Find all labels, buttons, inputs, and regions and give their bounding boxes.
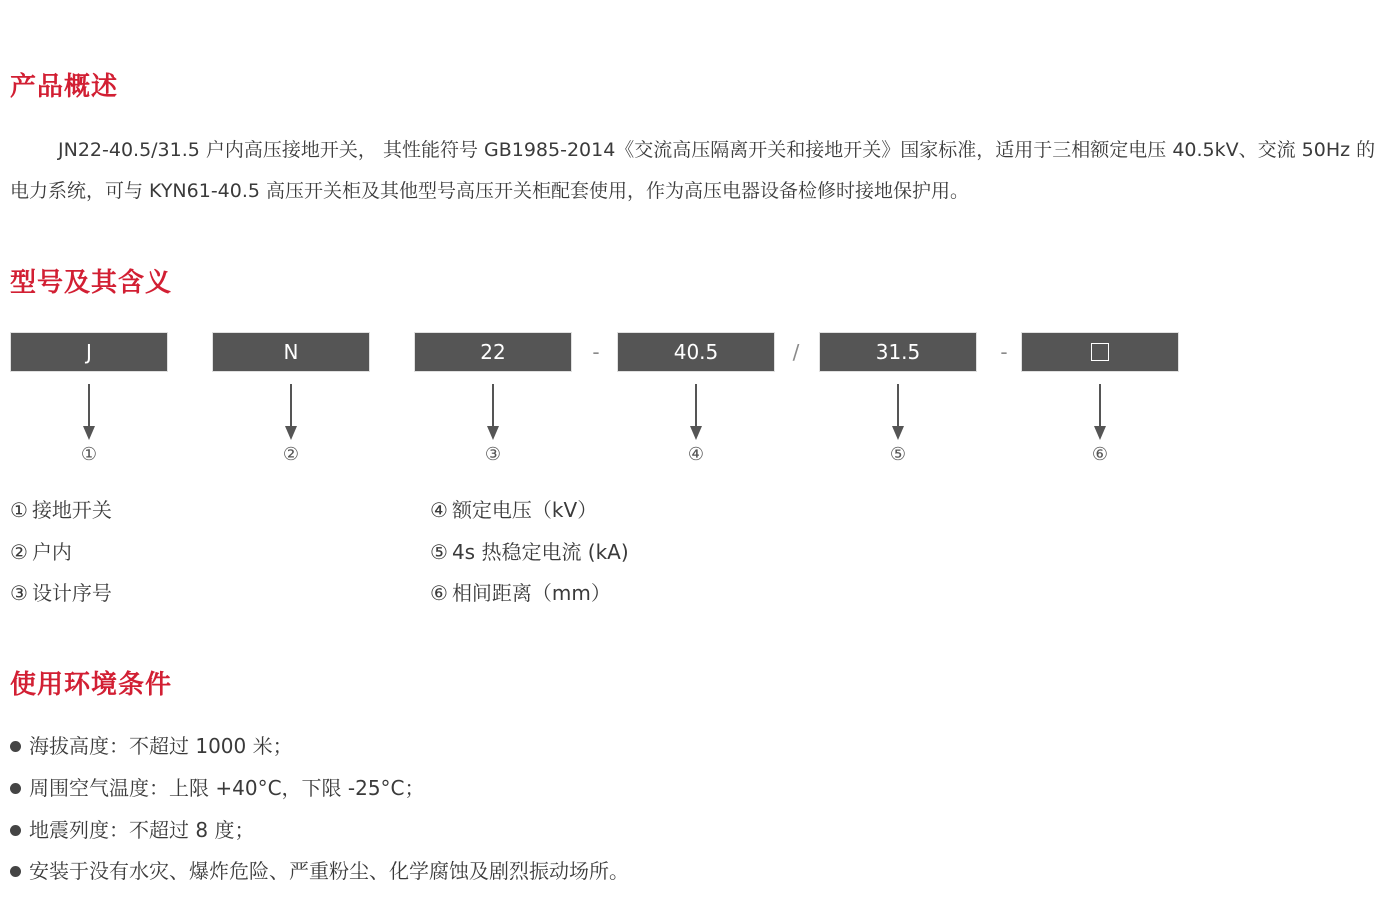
code-marker-4: ④ — [687, 444, 705, 465]
legend-marker: ① — [10, 498, 28, 522]
code-marker-3: ③ — [484, 444, 502, 465]
legend-item-2 — [10, 539, 72, 565]
code-box-5: 31.5 — [819, 332, 977, 372]
environment-item-3 — [10, 817, 254, 843]
down-arrow-icon — [690, 384, 702, 440]
legend-text: 相间距离（mm） — [451, 581, 611, 605]
environment-text: 海拔高度：不超过 1000 米； — [29, 734, 293, 758]
environment-text: 安装于没有水灾、爆炸危险、严重粉尘、化学腐蚀及剧烈振动场所。 — [29, 859, 629, 883]
legend-text: 户内 — [31, 540, 72, 564]
legend-item-1 — [10, 497, 112, 523]
legend-marker: ⑤ — [430, 540, 448, 564]
code-marker-2: ② — [282, 444, 300, 465]
bullet-icon — [10, 825, 21, 836]
overview-paragraph: JN22-40.5/31.5 户内高压接地开关， 其性能符号 GB1985-2014《交流高压隔离开关和接地开关》国家标准，适用于三相额定电压 40.5kV、交流 50Hz 的电力系统，可与 KYN61-40.5 高压开关柜及其他型号高压开关柜配套使用，作为高压电器设备检修时接地保护用。 — [10, 139, 1376, 202]
legend-item-4 — [430, 497, 597, 523]
code-separator-1: - — [592, 340, 600, 364]
legend-marker: ② — [10, 540, 28, 564]
code-marker-5: ⑤ — [889, 444, 907, 465]
down-arrow-icon — [487, 384, 499, 440]
legend-text: 设计序号 — [31, 581, 112, 605]
down-arrow-icon — [1094, 384, 1106, 440]
legend-item-6 — [430, 580, 611, 606]
legend-item-3 — [10, 580, 112, 606]
code-box-2: N — [212, 332, 370, 372]
environment-item-4 — [10, 858, 629, 884]
legend-marker: ③ — [10, 581, 28, 605]
code-box-4: 40.5 — [617, 332, 775, 372]
section-title-overview: 产品概述 — [10, 72, 119, 102]
environment-item-2 — [10, 775, 425, 801]
code-marker-1: ① — [80, 444, 98, 465]
legend-text: 4s 热稳定电流 (kA) — [451, 540, 629, 564]
bullet-icon — [10, 783, 21, 794]
bullet-icon — [10, 741, 21, 752]
legend-item-5 — [430, 539, 629, 565]
down-arrow-icon — [285, 384, 297, 440]
environment-text: 地震列度：不超过 8 度； — [29, 818, 255, 842]
empty-square-icon — [1091, 343, 1109, 361]
code-marker-6: ⑥ — [1091, 444, 1109, 465]
down-arrow-icon — [83, 384, 95, 440]
legend-text: 额定电压（kV） — [451, 498, 598, 522]
section-title-environment: 使用环境条件 — [10, 670, 173, 700]
bullet-icon — [10, 866, 21, 877]
down-arrow-icon — [892, 384, 904, 440]
code-box-1: J — [10, 332, 168, 372]
legend-text: 接地开关 — [31, 498, 112, 522]
legend-marker: ④ — [430, 498, 448, 522]
legend-marker: ⑥ — [430, 581, 448, 605]
code-box-3: 22 — [414, 332, 572, 372]
section-title-model: 型号及其含义 — [10, 268, 173, 298]
environment-item-1 — [10, 733, 293, 759]
model-code-row — [0, 332, 1387, 372]
code-box-6 — [1021, 332, 1179, 372]
code-separator-3: - — [1000, 340, 1008, 364]
code-separator-2: / — [792, 340, 800, 364]
environment-text: 周围空气温度：上限 +40°C，下限 -25°C； — [29, 776, 425, 800]
